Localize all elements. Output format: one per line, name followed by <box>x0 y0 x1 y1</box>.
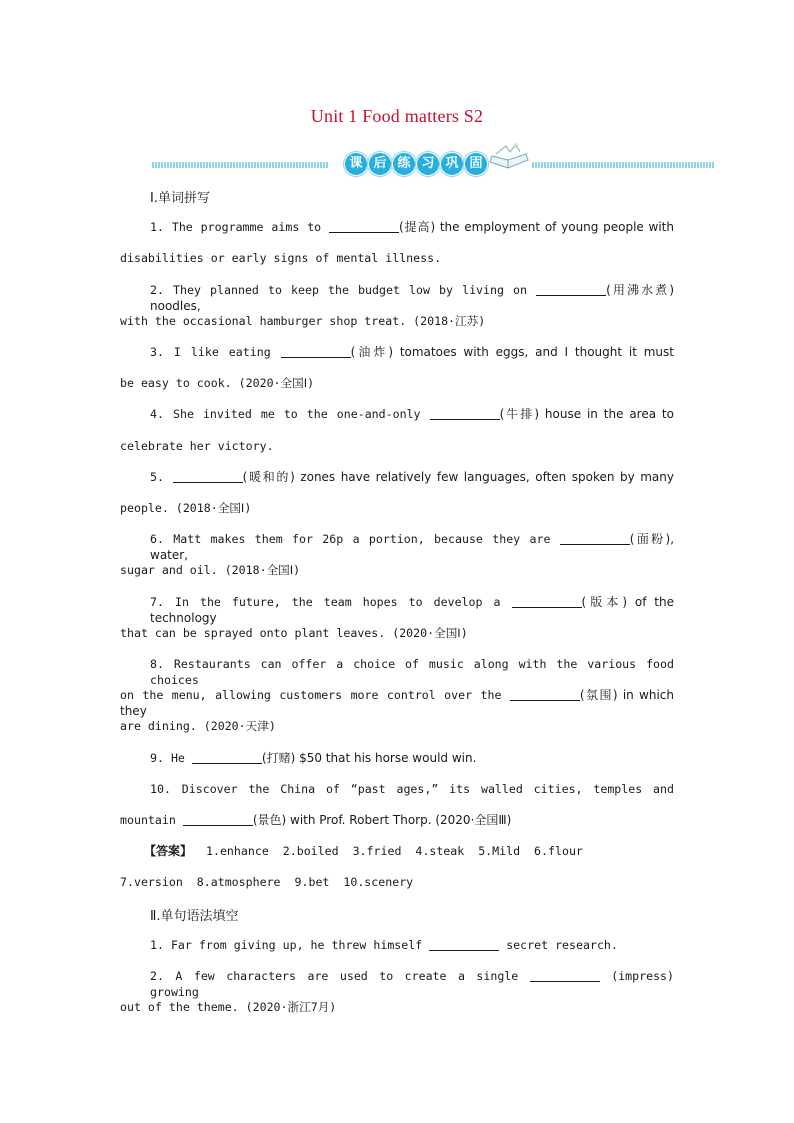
answer-blank[interactable] <box>530 969 600 982</box>
banner-char: 课 <box>344 152 368 176</box>
exercise-line: celebrate her victory. <box>120 439 274 453</box>
exercise-line: sugar and oil. (2018·全国Ⅰ) <box>120 563 301 577</box>
exercise-line: with the occasional hamburger shop treat. (2018·江苏) <box>120 314 486 328</box>
exercise-line: be easy to cook. (2020·全国Ⅰ) <box>120 376 315 390</box>
answer-blank[interactable] <box>329 220 399 233</box>
exercise-line: people. (2018·全国Ⅰ) <box>120 501 252 515</box>
exercise-line: 8. Restaurants can offer a choice of music along with the various food choices <box>150 657 674 687</box>
banner-char: 后 <box>368 152 392 176</box>
page-title: Unit 1 Food matters S2 <box>310 106 484 126</box>
exercise-line: out of the theme. (2020·浙江7月) <box>120 1000 337 1014</box>
answer-blank[interactable] <box>281 345 351 358</box>
section-heading: Ⅱ.单句语法填空 <box>150 909 239 924</box>
exercise-line: 9. He (打赌) $50 that his horse would win. <box>150 751 477 765</box>
section-heading: Ⅰ.单词拼写 <box>150 191 210 206</box>
exercise-line: 2. They planned to keep the budget low by living on (用沸水煮) noodles, <box>150 283 675 313</box>
answer-blank[interactable] <box>430 407 500 420</box>
exercise-line: mountain (景色) with Prof. Robert Thorp. (2020·全国Ⅲ) <box>120 813 512 827</box>
exercise-line: 1. The programme aims to (提高) the employment of young people with <box>150 220 674 234</box>
exercise-line: 3. I like eating (油炸) tomatoes with eggs, and I thought it must <box>150 345 674 359</box>
answer-blank[interactable] <box>510 688 580 701</box>
answer-blank[interactable] <box>536 283 606 296</box>
exercise-line: are dining. (2020·天津) <box>120 719 276 733</box>
answer-blank[interactable] <box>192 751 262 764</box>
answer-label: 【答案】 <box>144 844 193 858</box>
banner-line-right <box>532 162 714 168</box>
answer-values: 1.enhance 2.boiled 3.fried 4.steak 5.Mild 6.flour <box>205 844 583 858</box>
open-book-icon <box>486 140 532 174</box>
exercise-line: 7. In the future, the team hopes to develop a (版本) of the technology <box>150 595 674 625</box>
answer-line <box>144 843 674 859</box>
exercise-line: 1. Far from giving up, he threw himself secret research. <box>150 938 618 952</box>
exercise-line: disabilities or early signs of mental illness. <box>120 251 442 265</box>
answer-blank[interactable] <box>512 595 582 608</box>
banner-char: 巩 <box>440 152 464 176</box>
answer-line: 7.version 8.atmosphere 9.bet 10.scenery <box>120 875 414 889</box>
banner-line-left <box>152 162 328 168</box>
section-banner <box>152 140 714 180</box>
exercise-line: 4. She invited me to the one-and-only (牛排) house in the area to <box>150 407 674 421</box>
banner-char: 固 <box>464 152 488 176</box>
answer-blank[interactable] <box>173 470 243 483</box>
answer-blank[interactable] <box>183 813 253 826</box>
exercise-line: 5. (暖和的) zones have relatively few languages, often spoken by many <box>150 470 674 484</box>
banner-char: 练 <box>392 152 416 176</box>
answer-blank[interactable] <box>560 532 630 545</box>
answer-blank[interactable] <box>429 938 499 951</box>
exercise-line: 2. A few characters are used to create a single (impress) growing <box>150 969 675 999</box>
exercise-line: on the menu, allowing customers more control over the (氛围) in which they <box>120 688 674 718</box>
exercise-line: 6. Matt makes them for 26p a portion, because they are (面粉), water, <box>150 532 675 562</box>
exercise-line: that can be sprayed onto plant leaves. (2020·全国Ⅰ) <box>120 626 468 640</box>
exercise-line: 10. Discover the China of “past ages,” its walled cities, temples and <box>150 782 674 796</box>
banner-char: 习 <box>416 152 440 176</box>
